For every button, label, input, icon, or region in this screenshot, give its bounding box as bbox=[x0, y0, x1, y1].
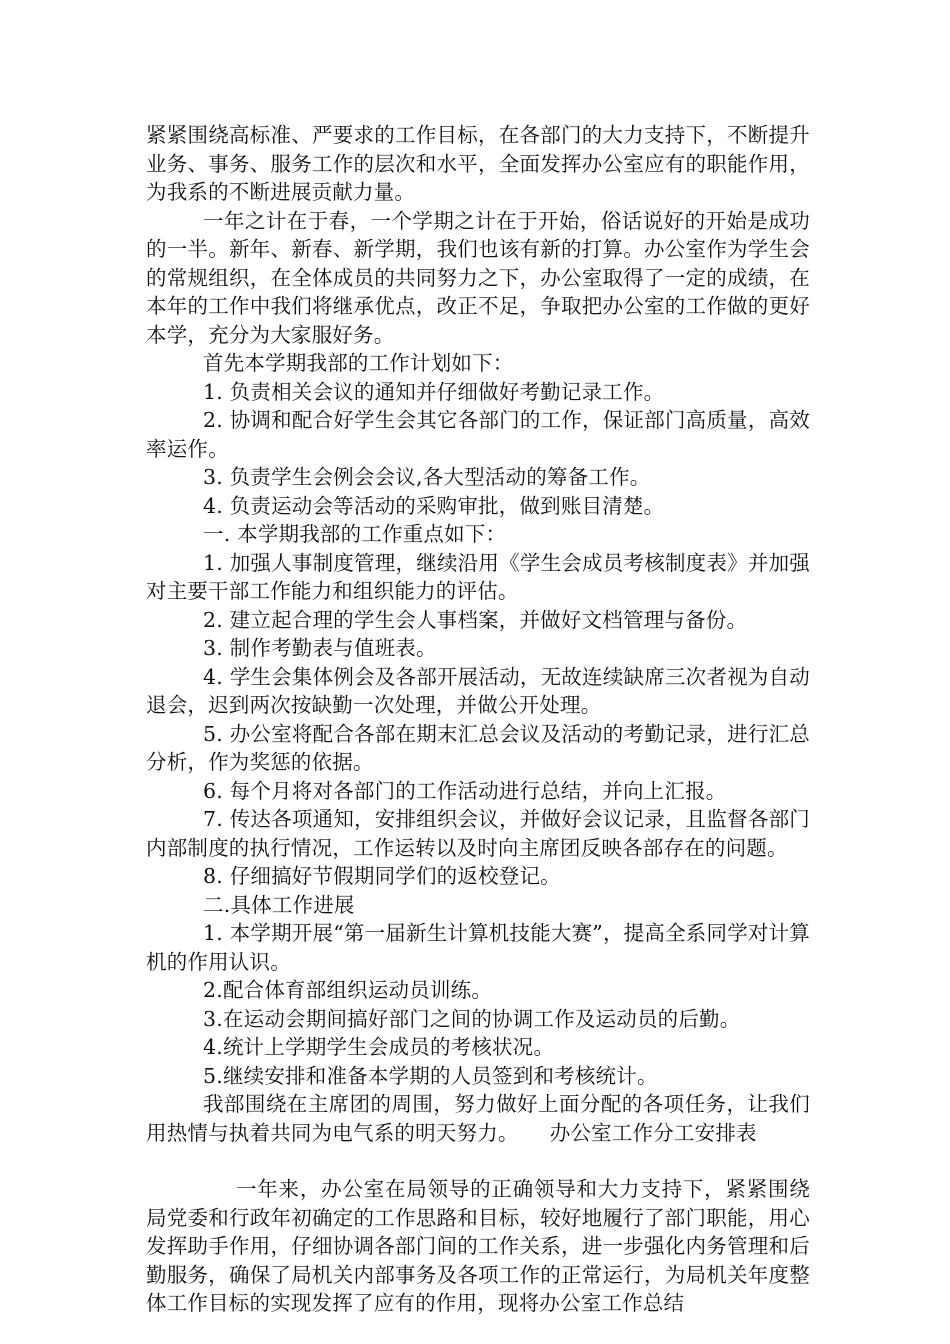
paragraph: 一年来，办公室在局领导的正确领导和大力支持下，紧紧围绕局党委和行政年初确定的工作思路和目标，较好地履行了部门职能，用心发挥助手作用，仔细协调各部门间的工作关系，进一步强化内务管理和后勤服务，确保了局机关内部事务及各项工作的正常运行，为局机关年度整体工作目标的实现发挥了应有的作用，现将办公室工作总结 bbox=[146, 1177, 810, 1315]
list-item: 4. 负责运动会等活动的采购审批，做到账目清楚。 bbox=[203, 493, 665, 518]
list-item: 3. 制作考勤表与值班表。 bbox=[203, 636, 437, 660]
list-item: 5. 办公室将配合各部在期末汇总会议及活动的考勤记录，进行汇总分析，作为奖惩的依据。 bbox=[146, 721, 810, 774]
list-item: 7. 传达各项通知，安排组织会议，并做好会议记录，且监督各部门内部制度的执行情况，工作运转以及时向主席团反映各部存在的问题。 bbox=[146, 807, 810, 860]
list-item: 3. 负责学生会例会会议,各大型活动的筹备工作。 bbox=[203, 465, 651, 489]
list-item: 4.统计上学期学生会成员的考核状况。 bbox=[203, 1035, 555, 1059]
list-item: 1. 加强人事制度管理，继续沿用《学生会成员考核制度表》并加强对主要干部工作能力和组织能力的评估。 bbox=[146, 550, 810, 603]
list-item: 1. 负责相关会议的通知并仔细做好考勤记录工作。 bbox=[203, 379, 665, 404]
list-item: 2. 建立起合理的学生会人事档案，并做好文档管理与备份。 bbox=[203, 607, 748, 632]
list-item: 6. 每个月将对各部门的工作活动进行总结，并向上汇报。 bbox=[203, 778, 727, 803]
paragraph: 我部围绕在主席团的周围，努力做好上面分配的各项任务，让我们用热情与执着共同为电气系的明天努力。 办公室工作分工安排表 bbox=[146, 1092, 810, 1145]
list-item: 2. 协调和配合好学生会其它各部门的工作，保证部门高质量，高效率运作。 bbox=[146, 408, 810, 461]
section-heading: 一. 本学期我部的工作重点如下： bbox=[203, 522, 507, 546]
list-item: 1. 本学期开展“第一届新生计算机技能大赛”，提高全系同学对计算机的作用认识。 bbox=[146, 921, 810, 974]
section-heading: 二.具体工作进展 bbox=[203, 892, 355, 917]
paragraph: 紧紧围绕高标准、严要求的工作目标，在各部门的大力支持下，不断提升业务、事务、服务工作的层次和水平，全面发挥办公室应有的职能作用，为我系的不断进展贡献力量。 bbox=[146, 123, 810, 204]
paragraph: 首先本学期我部的工作计划如下： bbox=[203, 351, 514, 375]
paragraph: 一年之计在于春，一个学期之计在于开始，俗话说好的开始是成功的一半。新年、新春、新学期，我们也该有新的打算。办公室作为学生会的常规组织，在全体成员的共同努力之下，办公室取得了一定的成绩，在本年的工作中我们将继承优点，改正不足，争取把办公室的工作做的更好本学，充分为大家服好务。 bbox=[146, 208, 810, 347]
document-body bbox=[146, 121, 810, 1318]
list-item: 5.继续安排和准备本学期的人员签到和考核统计。 bbox=[203, 1063, 658, 1088]
list-item: 4. 学生会集体例会及各部开展活动，无故连续缺席三次者视为自动退会，迟到两次按缺勤一次处理，并做公开处理。 bbox=[146, 664, 810, 717]
list-item: 8. 仔细搞好节假期同学们的返校登记。 bbox=[203, 864, 561, 888]
list-item: 3.在运动会期间搞好部门之间的协调工作及运动员的后勤。 bbox=[203, 1006, 741, 1031]
list-item: 2.配合体育部组织运动员训练。 bbox=[203, 978, 493, 1002]
